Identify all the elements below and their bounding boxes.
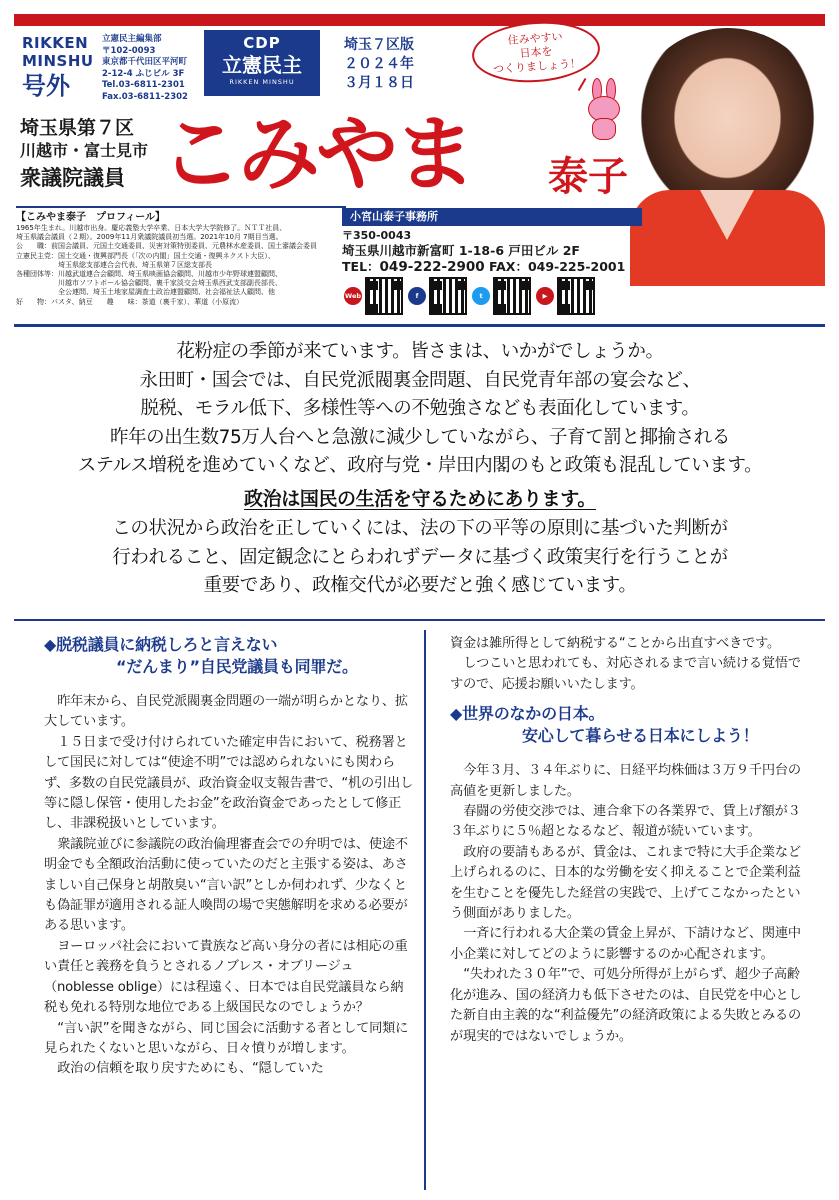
editorial-office [102, 34, 202, 104]
edition-date: ３月１８日 [344, 75, 414, 91]
article-paragraph: 政府の要請もあるが、賃金は、これまで特に大手企業など上げられるのに、日本的な労働を安く抑えることで企業利益を生むことを優先した経営の実践で、上げてこなかったという側面がありました。 [450, 844, 801, 922]
edition-year: ２０２４年 [344, 56, 414, 72]
slogan-line-1: 住みやすい [507, 30, 563, 47]
article-title: ◆脱税議員に納税しろと言えない [44, 635, 278, 654]
column-divider [424, 630, 426, 1190]
body-divider [14, 619, 825, 621]
profile-line: 立憲民主党：国土交通・復興部門長（「次の内閣」国土交通・復興ネクスト大臣）、 [16, 251, 275, 260]
youtube-qr-code [557, 277, 595, 315]
twitter-icon[interactable]: t [472, 287, 490, 305]
web-qr-code [365, 277, 403, 315]
publisher-tel: Tel.03-6811-2301 [102, 80, 185, 91]
intro-headline: 政治は国民の生活を守るためにあります。 [244, 487, 596, 510]
profile-line: 全公連問、埼玉土地家屋調査士政治連盟顧問、社会福祉法人顧問、他 [16, 288, 275, 297]
article-paragraph: １５日まで受け付けられていた確定申告において、税務署として国民に対しては“使途不明”では認められないにも関わらず、多数の自民党議員が、政治資金収支報告書で、“机の引出し等に隠し保管・使用したお金”を政治資金であったとして修正し、非課税扱いとしています。 [44, 734, 413, 832]
publisher-address-1: 東京都千代田区平河町 [102, 57, 188, 68]
edition-info [344, 36, 444, 93]
candidate-name-hiragana: こみやま [160, 106, 473, 202]
article-subtitle: 安心して暮らせる日本にしよう！ [522, 726, 759, 746]
profile-line: 各種団体等：川越武道連合会顧問、埼玉県映画協会顧問、川越市少年野球連盟顧問、 [16, 270, 282, 279]
intro-line: 永田町・国会では、自民党派閥裏金問題、自民党青年部の宴会など、 [139, 369, 701, 391]
profile-line: 埼玉県議会議員（２期）。2009年11月衆議院議員初当選。2021年10月 7期目当選。 [16, 233, 283, 242]
facebook-icon[interactable]: f [408, 287, 426, 305]
web-icon[interactable]: Web [344, 287, 362, 305]
publisher-fax: Fax.03-6811-2302 [102, 91, 188, 102]
party-en-line-2: MINSHU [22, 52, 94, 70]
article-paragraph: 今年３月、３４年ぶりに、日経平均株価は３万９千円台の高値を更新しました。 [450, 763, 801, 799]
issue-type: 号外 [22, 72, 70, 100]
office-tel: 049-222-2900 [379, 259, 485, 275]
intro-line: この状況から政治を正していくには、法の下の平等の原則に基づいた判断が [112, 518, 728, 539]
intro-line: 行われること、固定観念にとらわれずデータに基づく政策実行を行うことが [112, 546, 728, 568]
article-paragraph: 政治の信頼を取り戻すためにも、“隠していた [57, 1061, 324, 1077]
masthead-left [22, 34, 94, 100]
article-paragraph: 春闘の労使交渉では、連合傘下の各業界で、賃上げ額が３３年ぶりに５％超となるなど、報道が続いています。 [450, 804, 801, 840]
office-phone-line [342, 259, 632, 275]
intro-line: 脱税、モラル低下、多様性等への不勉強さなども表面化しています。 [140, 398, 700, 419]
intro-message [20, 338, 820, 601]
twitter-qr-code [493, 277, 531, 315]
party-logo-mark: CDP [243, 34, 281, 52]
profile-line: 1965年生まれ。川越市出身。慶応義塾大学卒業、日本大学大学院修了。ＮＴＴ社員、 [16, 224, 287, 232]
profile-line: 好 物：パスタ、納豆 趣 味：茶道（裏千家）、華道（小原流） [16, 297, 244, 306]
article-paragraph: “言い訳”を聞きながら、同じ国会に活動する者として同類に見られたくないと思いながら、日々憤りが増します。 [44, 1020, 409, 1056]
article-paragraph: 一斉に行われる大企業の賃金上昇が、下請けなど、関連中小企業に対してどのように影響するのか心配されます。 [450, 926, 801, 962]
profile-title: 【こみやま泰子 プロフィール】 [16, 212, 165, 223]
profile-line: 埼玉県総支部連合会代表、埼玉県第７区総支部長 [16, 260, 212, 269]
intro-line: 花粉症の季節が来ています。皆さまは、いかがでしょうか。 [176, 341, 664, 362]
profile-box [16, 206, 346, 322]
article-paragraph-continued: 資金は雑所得として納税する“ことから出直すべきです。 [450, 636, 780, 651]
slogan-line-3: つくりましょう！ [492, 56, 582, 77]
slogan-line-2: 日本を [519, 44, 553, 61]
party-name-ja: 立憲民主 [222, 53, 302, 77]
office-fax: 049-225-2001 [527, 259, 626, 274]
top-red-bar [14, 14, 825, 26]
prefecture-district: 埼玉県第７区 [20, 117, 135, 139]
office-zip: 〒350-0043 [342, 229, 412, 242]
edition-label: 埼玉７区版 [344, 37, 414, 53]
candidate-role: 衆議院議員 [20, 166, 125, 190]
publisher: 立憲民主編集部 [102, 34, 162, 44]
party-logo [204, 30, 320, 96]
profile-line: 川越市ソフトボール協会顧問、裏千家淡交会埼玉県西武支部副長部長、 [16, 279, 282, 288]
article-paragraph: 昨年末から、自民党派閥裏金問題の一端が明らかとなり、拡大しています。 [44, 694, 408, 730]
social-links [344, 276, 634, 316]
party-name-en: RIKKEN MINSHU [229, 78, 295, 86]
candidate-name-kanji: 泰子 [548, 153, 628, 200]
article-tax-evasion [44, 634, 414, 1080]
facebook-qr-code [429, 277, 467, 315]
youtube-icon[interactable]: ▶ [536, 287, 554, 305]
publisher-address-2: 2-12-4 ふじビル 3F [102, 68, 185, 79]
party-en-line-1: RIKKEN [22, 34, 89, 52]
right-column [450, 634, 805, 1047]
article-paragraph: しつこいと思われても、対応されるまで言い続ける覚悟ですので、応援お願いいたします。 [450, 656, 801, 692]
fax-label: FAX： [489, 259, 528, 274]
article-subtitle: “だんまり”自民党議員も同罪だ。 [116, 657, 358, 676]
rabbit-mascot-icon [584, 78, 624, 142]
article-title: ◆世界のなかの日本。 [450, 704, 605, 724]
header-divider [14, 324, 825, 327]
article-paragraph: ヨーロッパ社会において貴族など高い身分の者には相応の重い責任と義務を負うとされるノブレス・オブリージュ（noblesse oblige）には程遠く、日本では自民党議員なら納税も免れる特別な地位である上級国民なのでしょうか？ [44, 938, 408, 1016]
office-address-block [342, 229, 632, 275]
article-paragraph: 衆議院並びに参議院の政治倫理審査会での弁明では、使途不明金でも全額政治活動に使っていたのだと主張する姿は、あさましい自己保身と胡散臭い“言い訳”としか伺われず、少なくとも偽証罪が適用される証人喚問の場で実態解明を求める必要がある思います。 [44, 836, 408, 934]
article-paragraph: “失われた３０年”で、可処分所得が上がらず、超少子高齢化が進み、国の経済力も低下させたのは、自民党を中心とした新自由主義的な“利益優先”の経済政策による失敗とみるのが現実的ではないでしょうか。 [450, 967, 802, 1044]
profile-line: 公 職：前国会議員、元国土交通委員、災害対策特別委員、元農林水産委員、国土審議会委員 [16, 242, 317, 251]
office-address: 埼玉県川越市新富町 1-18-6 戸田ビル 2F [342, 243, 580, 258]
intro-line: 重要であり、政権交代が必要だと強く感じています。 [203, 575, 637, 596]
publisher-zip: 〒102-0093 [102, 45, 156, 56]
district-cities: 川越市・富士見市 [20, 141, 149, 160]
candidate-district [20, 116, 160, 192]
intro-line: 昨年の出生数75万人台へと急激に減少していながら、子育て罰と揶揄される [109, 426, 731, 448]
tel-label: TEL： [342, 259, 380, 274]
office-name-bar: 小宮山泰子事務所 [342, 208, 642, 226]
intro-line: ステルス増税を進めていくなど、政府与党・岸田内閣のもと政策も混乱しています。 [77, 455, 763, 476]
